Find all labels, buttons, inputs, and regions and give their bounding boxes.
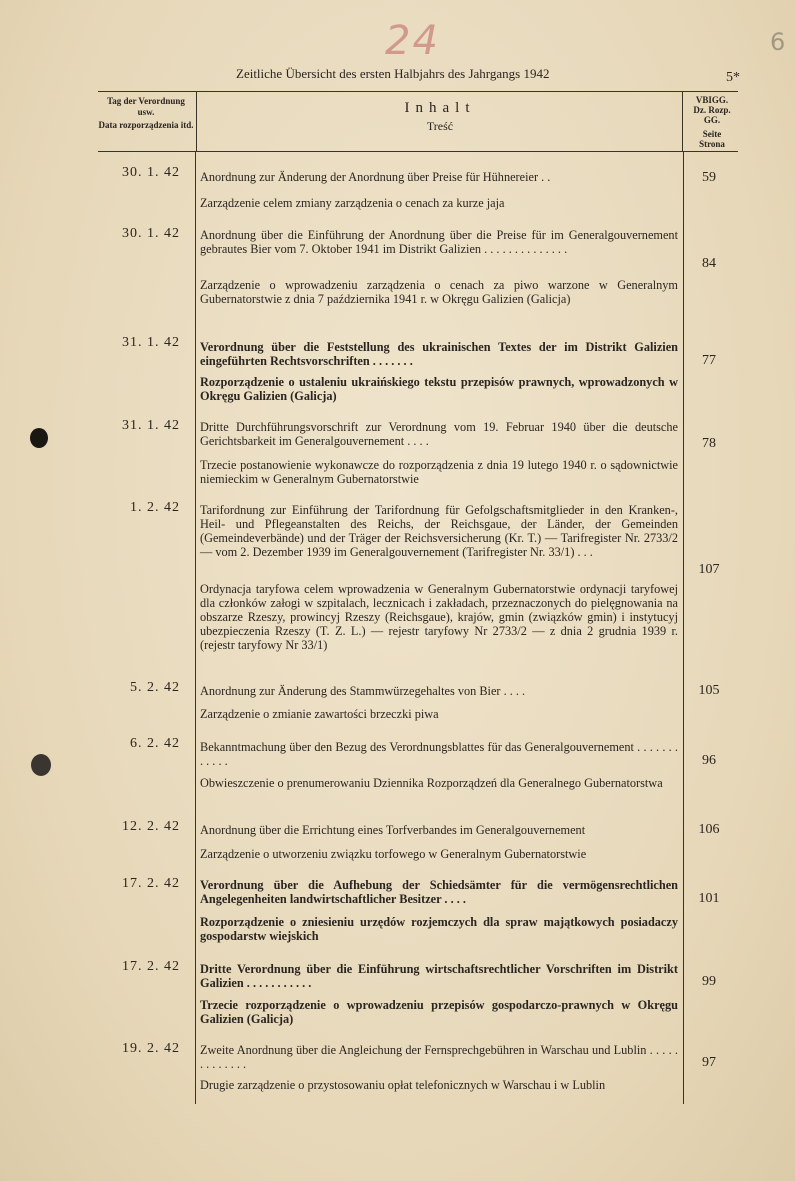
binder-hole-icon xyxy=(31,754,51,776)
ref-header-line: VBIGG. xyxy=(695,95,729,105)
entry-polish: Rozporządzenie o ustaleniu ukraińskiego tekstu przepisów prawnych, wprowadzonych w Okręgu Galizien (Galicja) xyxy=(200,375,678,403)
row-date: 17. 2. 42 xyxy=(122,959,180,974)
row-date: 17. 2. 42 xyxy=(122,876,180,891)
entry-polish: Rozporządzenie o zniesieniu urzędów rozjemczych dla spraw majątkowych posiadaczy gospodarstw wiejskich xyxy=(200,915,678,943)
row-date: 30. 1. 42 xyxy=(122,226,180,241)
entry-polish: Ordynacja taryfowa celem wprowadzenia w Generalnym Gubernatorstwie ordynacji taryfowej dla członków załogi w szpitalach, lecznicach i zakładach, przeznaczonych do pielęgnowania na obszarze Rzeszy, prowincyj Rzeszy (Reichsgaue), krajów, gmin (związków gmin) i instytucyj ubezpieczenia Rzeszy (T. Z. L.) — rejestr taryfowy Nr 2733/2 — z dnia 2 grudnia 1939 r. (rejestr taryfowy Nr 33/1) xyxy=(200,582,678,652)
page-reference: 84 xyxy=(702,256,716,271)
row-date: 6. 2. 42 xyxy=(130,736,180,751)
date-header-pl: Data rozporządzenia itd. xyxy=(98,120,194,130)
entry-german: Anordnung über die Einführung der Anordnung über die Preise für im Generalgouvernement gebrautes Bier vom 7. Oktober 1941 im Distrikt Galizien . . . . . . . . . . . . . . xyxy=(200,228,678,256)
header-rule-bottom xyxy=(98,151,738,152)
entry-german: Anordnung über die Errichtung eines Torfverbandes im Generalgouvernement xyxy=(200,823,586,837)
date-column-header xyxy=(98,96,194,131)
column-divider xyxy=(195,152,196,1104)
running-title: Zeitliche Übersicht des ersten Halbjahrs des Jahrgangs 1942 xyxy=(236,66,550,81)
row-date: 31. 1. 42 xyxy=(122,418,180,433)
page-reference: 77 xyxy=(702,353,716,368)
row-date: 31. 1. 42 xyxy=(122,335,180,350)
ref-header-line: Seite xyxy=(702,129,722,139)
header-rule-top xyxy=(98,91,738,92)
column-divider xyxy=(683,152,684,1104)
row-date: 19. 2. 42 xyxy=(122,1041,180,1056)
row-date: 30. 1. 42 xyxy=(122,165,180,180)
entry-german: Dritte Durchführungsvorschrift zur Verordnung vom 19. Februar 1940 über die deutsche Gerichtsbarkeit im Generalgouvernement . . . . xyxy=(200,420,678,448)
ref-header-line: Dz. Rozp. xyxy=(693,105,731,115)
page-reference: 101 xyxy=(698,891,720,906)
entry-polish: Zarządzenie o wprowadzeniu zarządzenia o cenach za piwo warzone w Generalnym Gubernatorstwie z dnia 7 października 1941 r. w Okręgu Galizien (Galicja) xyxy=(200,278,678,306)
entry-polish: Zarządzenie o utworzeniu związku torfowego w Generalnym Gubernatorstwie xyxy=(200,847,587,861)
content-header-de: Inhalt xyxy=(404,100,476,116)
entry-german: Tarifordnung zur Einführung der Tarifordnung für Gefolgschaftsmitglieder in den Kranken-, Heil- und Pflegeanstalten des Reichs, der Reichsgaue, der Länder, der Gemeinden (Gemeindeverbände) und der Träger der Reichsversicherung (Kr. T.) — Tarifregister Nr. 2733/2 — vom 2. Dezember 1939 im Generalgouvernement (Tarifregister Nr. 33/1) . . . xyxy=(200,503,678,559)
page-reference: 78 xyxy=(702,436,716,451)
ref-header-line: GG. xyxy=(703,115,721,125)
entry-german: Anordnung zur Änderung der Anordnung über Preise für Hühnereier . . xyxy=(200,170,551,184)
content-column-header xyxy=(200,100,680,134)
entry-german: Verordnung über die Aufhebung der Schiedsämter für die vermögensrechtlichen Angelegenheiten landwirtschaftlicher Besitzer . . . . xyxy=(200,878,678,906)
content-header-pl: Treść xyxy=(426,119,454,133)
page-reference: 96 xyxy=(702,753,716,768)
row-date: 5. 2. 42 xyxy=(130,680,180,695)
binder-hole-icon xyxy=(30,428,48,448)
row-date: 12. 2. 42 xyxy=(122,819,180,834)
entry-german: Dritte Verordnung über die Einführung wirtschaftsrechtlicher Vorschriften im Distrikt Galizien . . . . . . . . . . . xyxy=(200,962,678,990)
entry-german: Anordnung zur Änderung des Stammwürzegehaltes von Bier . . . . xyxy=(200,684,526,698)
column-divider xyxy=(682,92,683,151)
entry-polish: Obwieszczenie o prenumerowaniu Dziennika Rozporządzeń dla Generalnego Gubernatorstwa xyxy=(200,776,663,790)
column-divider xyxy=(196,92,197,151)
entry-polish: Zarządzenie celem zmiany zarządzenia o cenach za kurze jaja xyxy=(200,196,505,210)
page-reference: 97 xyxy=(702,1055,716,1070)
page-reference: 59 xyxy=(702,170,716,185)
entry-polish: Trzecie rozporządzenie o wprowadzeniu przepisów gospodarczo-prawnych w Okręgu Galizien (Galicja) xyxy=(200,998,678,1026)
page-reference: 99 xyxy=(702,974,716,989)
entry-german: Bekanntmachung über den Bezug des Verordnungsblattes für das Generalgouvernement . . . . . . . . . . . . xyxy=(200,740,678,768)
ref-column-header xyxy=(684,95,740,149)
entry-german: Verordnung über die Feststellung des ukrainischen Textes der im Distrikt Galizien eingeführten Rechtsvorschriften . . . . . . . xyxy=(200,340,678,368)
entry-german: Zweite Anordnung über die Angleichung der Fernsprechgebühren in Warschau und Lublin . . . . . . . . . . . . . xyxy=(200,1043,678,1071)
entry-polish: Trzecie postanowienie wykonawcze do rozporządzenia z dnia 19 lutego 1940 r. o sądownictwie niemieckim w Generalnym Gubernatorstwie xyxy=(200,458,678,486)
row-date: 1. 2. 42 xyxy=(130,500,180,515)
page-reference: 106 xyxy=(698,822,720,837)
entry-polish: Drugie zarządzenie o przystosowaniu opłat telefonicznych w Warschau i w Lublin xyxy=(200,1078,606,1092)
entry-polish: Zarządzenie o zmianie zawartości brzeczki piwa xyxy=(200,707,439,721)
page-reference: 107 xyxy=(698,562,720,577)
ref-header-line: Strona xyxy=(699,139,725,149)
date-header-de: Tag der Verordnung usw. xyxy=(107,96,185,117)
corner-mark: 6 xyxy=(770,28,786,56)
page-number: 5* xyxy=(726,70,740,85)
page-reference: 105 xyxy=(698,683,720,698)
pencil-annotation: 24 xyxy=(385,18,440,64)
